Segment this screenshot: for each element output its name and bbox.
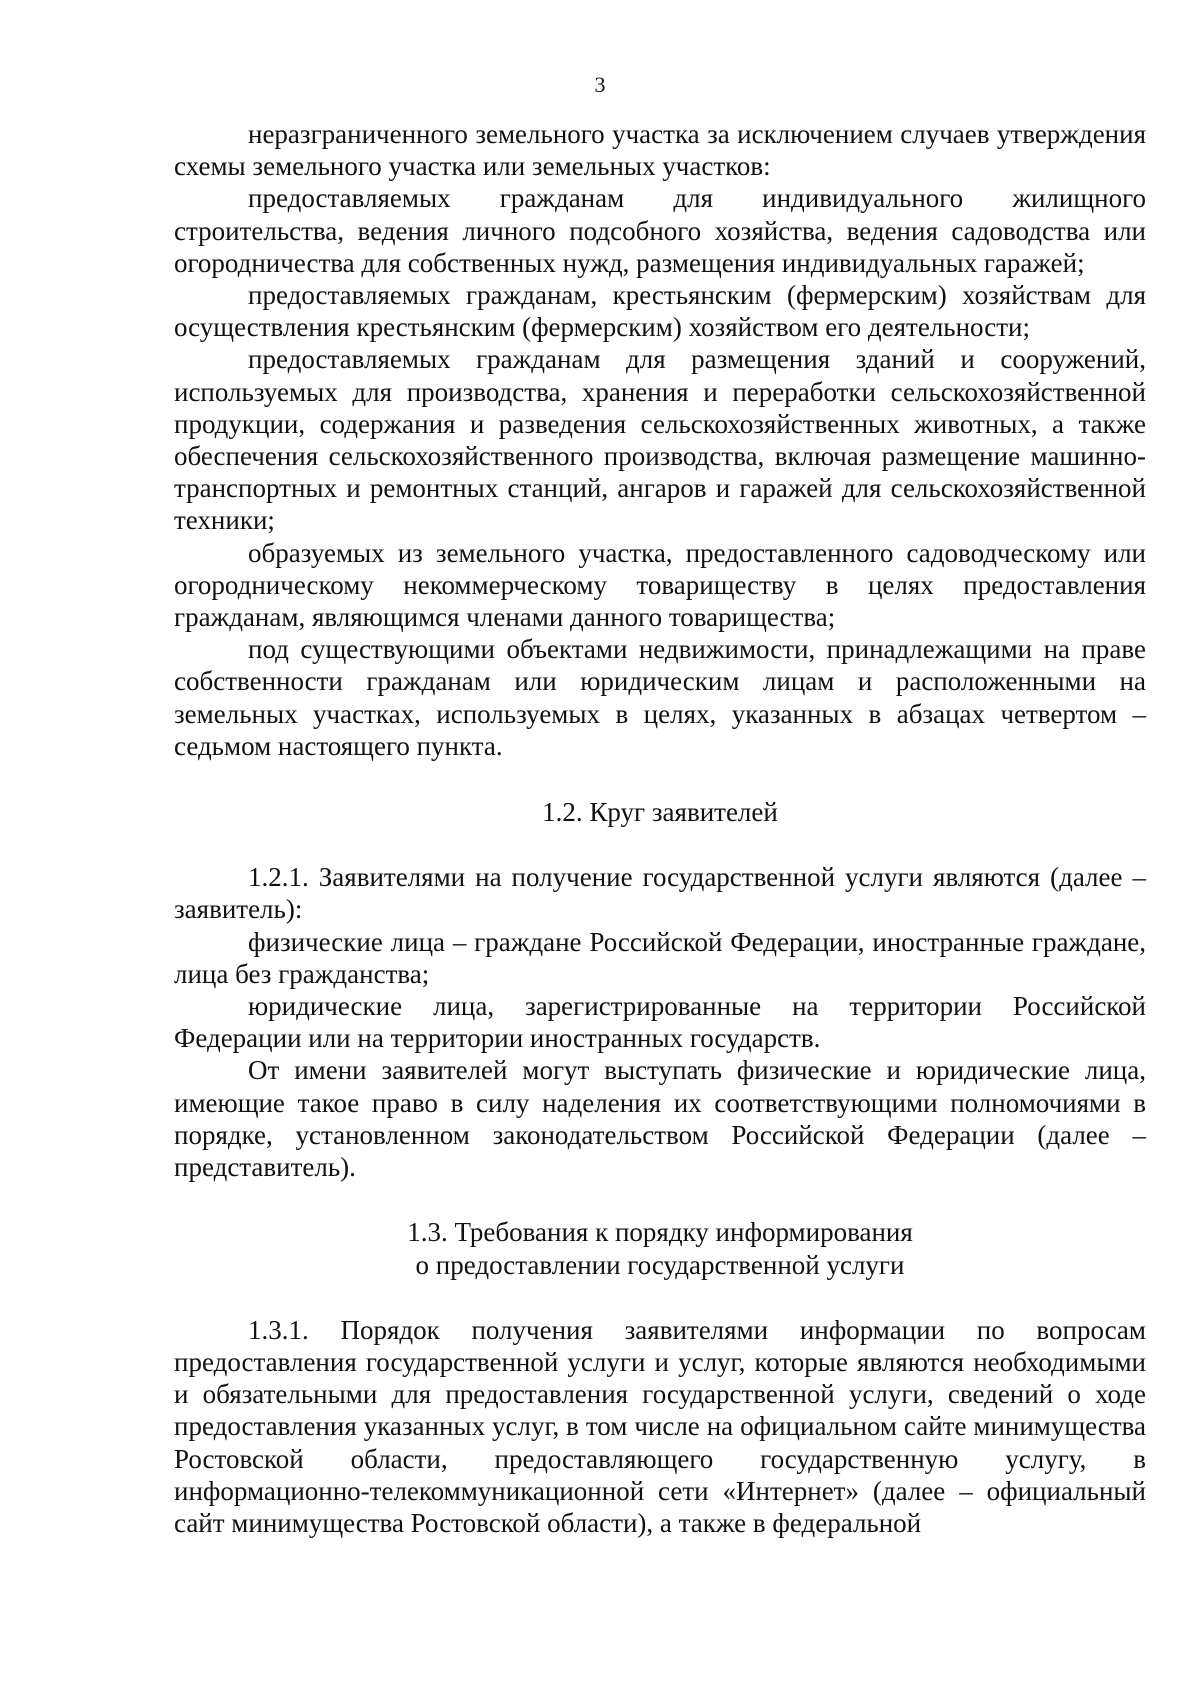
- paragraph: 1.2.1. Заявителями на получение государственной услуги являются (далее – заявитель):: [174, 862, 1146, 925]
- paragraph: образуемых из земельного участка, предоставленного садоводческому или огородническому некоммерческому товариществу в целях предоставления гражданам, являющимся членами данного товарищества;: [174, 537, 1146, 633]
- page-number: 3: [594, 72, 606, 97]
- paragraph: физические лица – граждане Российской Федерации, иностранные граждане, лица без гражданства;: [174, 926, 1146, 989]
- paragraph: предоставляемых гражданам для размещения зданий и сооружений, используемых для производства, хранения и переработки сельскохозяйственной продукции, содержания и разведения сельскохозяйственных животных, а также обеспечения сельскохозяйственного производства, включая размещение машинно-транспортных и ремонтных станций, ангаров и гаражей для сельскохозяйственной техники;: [174, 344, 1146, 536]
- paragraph: под существующими объектами недвижимости, принадлежащими на праве собственности гражданам или юридическим лицам и расположенными на земельных участках, используемых в целях, указанных в абзацах четвертом – седьмом настоящего пункта.: [174, 634, 1146, 761]
- paragraph: предоставляемых гражданам, крестьянским (фермерским) хозяйствам для осуществления крестьянским (фермерским) хозяйством его деятельности;: [174, 280, 1146, 343]
- paragraph: предоставляемых гражданам для индивидуального жилищного строительства, ведения личного подсобного хозяйства, ведения садоводства или огородничества для собственных нужд, размещения индивидуальных гаражей;: [174, 183, 1146, 278]
- section-heading-line: о предоставлении государственной услуги: [415, 1249, 905, 1280]
- paragraph: 1.3.1. Порядок получения заявителями информации по вопросам предоставления государственной услуги и услуг, которые являются необходимыми и обязательными для предоставления государственной услуги, сведений о ходе предоставления указанных услуг, в том числе на официальном сайте минимущества Ростовской области, предоставляющего государственную услугу, в информационно-телекоммуникационной сети «Интернет» (далее – официальный сайт минимущества Ростовской области), а также в федеральной: [174, 1314, 1146, 1538]
- paragraph: От имени заявителей могут выступать физические и юридические лица, имеющие такое право в силу наделения их соответствующими полномочиями в порядке, установленном законодательством Российской Федерации (далее – представитель).: [174, 1055, 1146, 1183]
- paragraph: неразграниченного земельного участка за исключением случаев утверждения схемы земельного участка или земельных участков:: [174, 119, 1146, 182]
- paragraph: юридические лица, зарегистрированные на территории Российской Федерации или на территории иностранных государств.: [174, 991, 1146, 1054]
- section-heading: 1.2. Круг заявителей: [542, 797, 778, 828]
- section-heading: [174, 1216, 1146, 1280]
- document-body: [174, 118, 1146, 1539]
- section-heading-line: 1.3. Требования к порядку информирования: [407, 1217, 913, 1248]
